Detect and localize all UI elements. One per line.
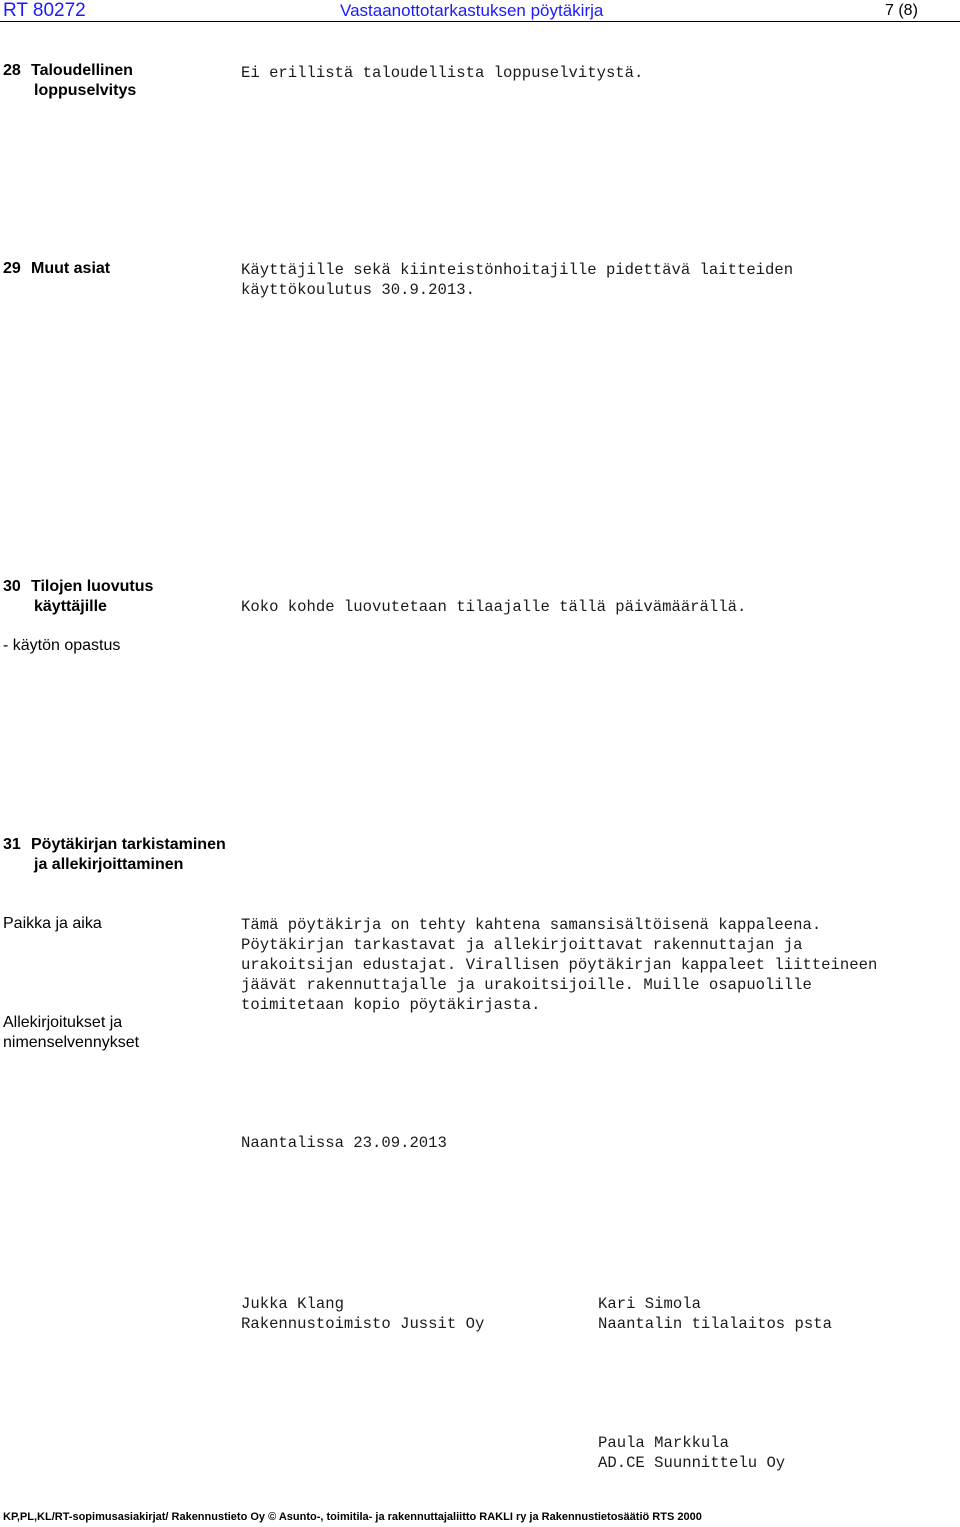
section-28-title-2: loppuselvitys bbox=[34, 82, 137, 99]
section-29-title: Muut asiat bbox=[31, 260, 111, 277]
statement-line-1: Tämä pöytäkirja on tehty kahtena samansisältöisenä kappaleena. bbox=[241, 916, 822, 934]
section-30-subheading: - käytön opastus bbox=[3, 637, 121, 654]
section-30-number: 30 bbox=[3, 578, 21, 595]
section-29-text bbox=[241, 260, 793, 300]
section-31-title-1: Pöytäkirjan tarkistaminen bbox=[31, 836, 226, 853]
place-date: Naantalissa 23.09.2013 bbox=[241, 1134, 447, 1152]
page-header bbox=[0, 0, 960, 22]
header-divider bbox=[0, 21, 960, 22]
section-30-heading bbox=[3, 577, 153, 617]
document-code: RT 80272 bbox=[3, 0, 86, 21]
statement-line-4: jäävät rakennuttajalle ja urakoitsijoille. Muille osapuolille bbox=[241, 976, 812, 994]
page-footer: KP,PL,KL/RT-sopimusasiakirjat/ Rakennustieto Oy © Asunto-, toimitila- ja rakennuttajaliitto RAKLI ry ja Rakennustietosäätiö RTS 2000 bbox=[3, 1511, 702, 1523]
section-29-text-line-2: käyttökoulutus 30.9.2013. bbox=[241, 281, 475, 299]
section-30-title-2: käyttäjille bbox=[34, 598, 107, 615]
section-29-text-line-1: Käyttäjille sekä kiinteistönhoitajille pidettävä laitteiden bbox=[241, 261, 794, 279]
signatory-1-name: Jukka Klang bbox=[241, 1295, 344, 1313]
page-number: 7 (8) bbox=[885, 2, 918, 19]
signatures-label-line-2: nimenselvennykset bbox=[3, 1034, 140, 1051]
signatures-label-line-1: Allekirjoitukset ja bbox=[3, 1014, 123, 1031]
signing-statement bbox=[241, 915, 877, 1015]
signatory-1-org: Rakennustoimisto Jussit Oy bbox=[241, 1315, 485, 1333]
statement-line-5: toimitetaan kopio pöytäkirjasta. bbox=[241, 996, 541, 1014]
section-28-number: 28 bbox=[3, 62, 21, 79]
document-title: Vastaanottotarkastuksen pöytäkirja bbox=[340, 1, 604, 20]
signatory-2-org: Naantalin tilalaitos psta bbox=[598, 1315, 832, 1333]
section-29-heading bbox=[3, 259, 110, 279]
section-30-title-1: Tilojen luovutus bbox=[31, 578, 154, 595]
place-time-label: Paikka ja aika bbox=[3, 915, 102, 932]
section-28-heading bbox=[3, 61, 136, 101]
signatory-3-name: Paula Markkula bbox=[598, 1434, 730, 1452]
statement-line-2: Pöytäkirjan tarkastavat ja allekirjoittavat rakennuttajan ja bbox=[241, 936, 803, 954]
signatures-label bbox=[3, 1013, 139, 1053]
signatory-3-org: AD.CE Suunnittelu Oy bbox=[598, 1454, 786, 1472]
section-31-number: 31 bbox=[3, 836, 21, 853]
section-28-title-1: Taloudellinen bbox=[31, 62, 133, 79]
statement-line-3: urakoitsijan edustajat. Virallisen pöytäkirjan kappaleet liitteineen bbox=[241, 956, 878, 974]
section-28-text: Ei erillistä taloudellista loppuselvitystä. bbox=[241, 64, 644, 82]
section-31-heading bbox=[3, 835, 226, 875]
signatory-1 bbox=[241, 1294, 484, 1334]
section-31-title-2: ja allekirjoittaminen bbox=[34, 856, 184, 873]
section-29-number: 29 bbox=[3, 260, 21, 277]
section-30-text: Koko kohde luovutetaan tilaajalle tällä päivämäärällä. bbox=[241, 598, 747, 616]
signatory-2-name: Kari Simola bbox=[598, 1295, 701, 1313]
signatory-2 bbox=[598, 1294, 832, 1334]
signatory-3 bbox=[598, 1433, 785, 1473]
